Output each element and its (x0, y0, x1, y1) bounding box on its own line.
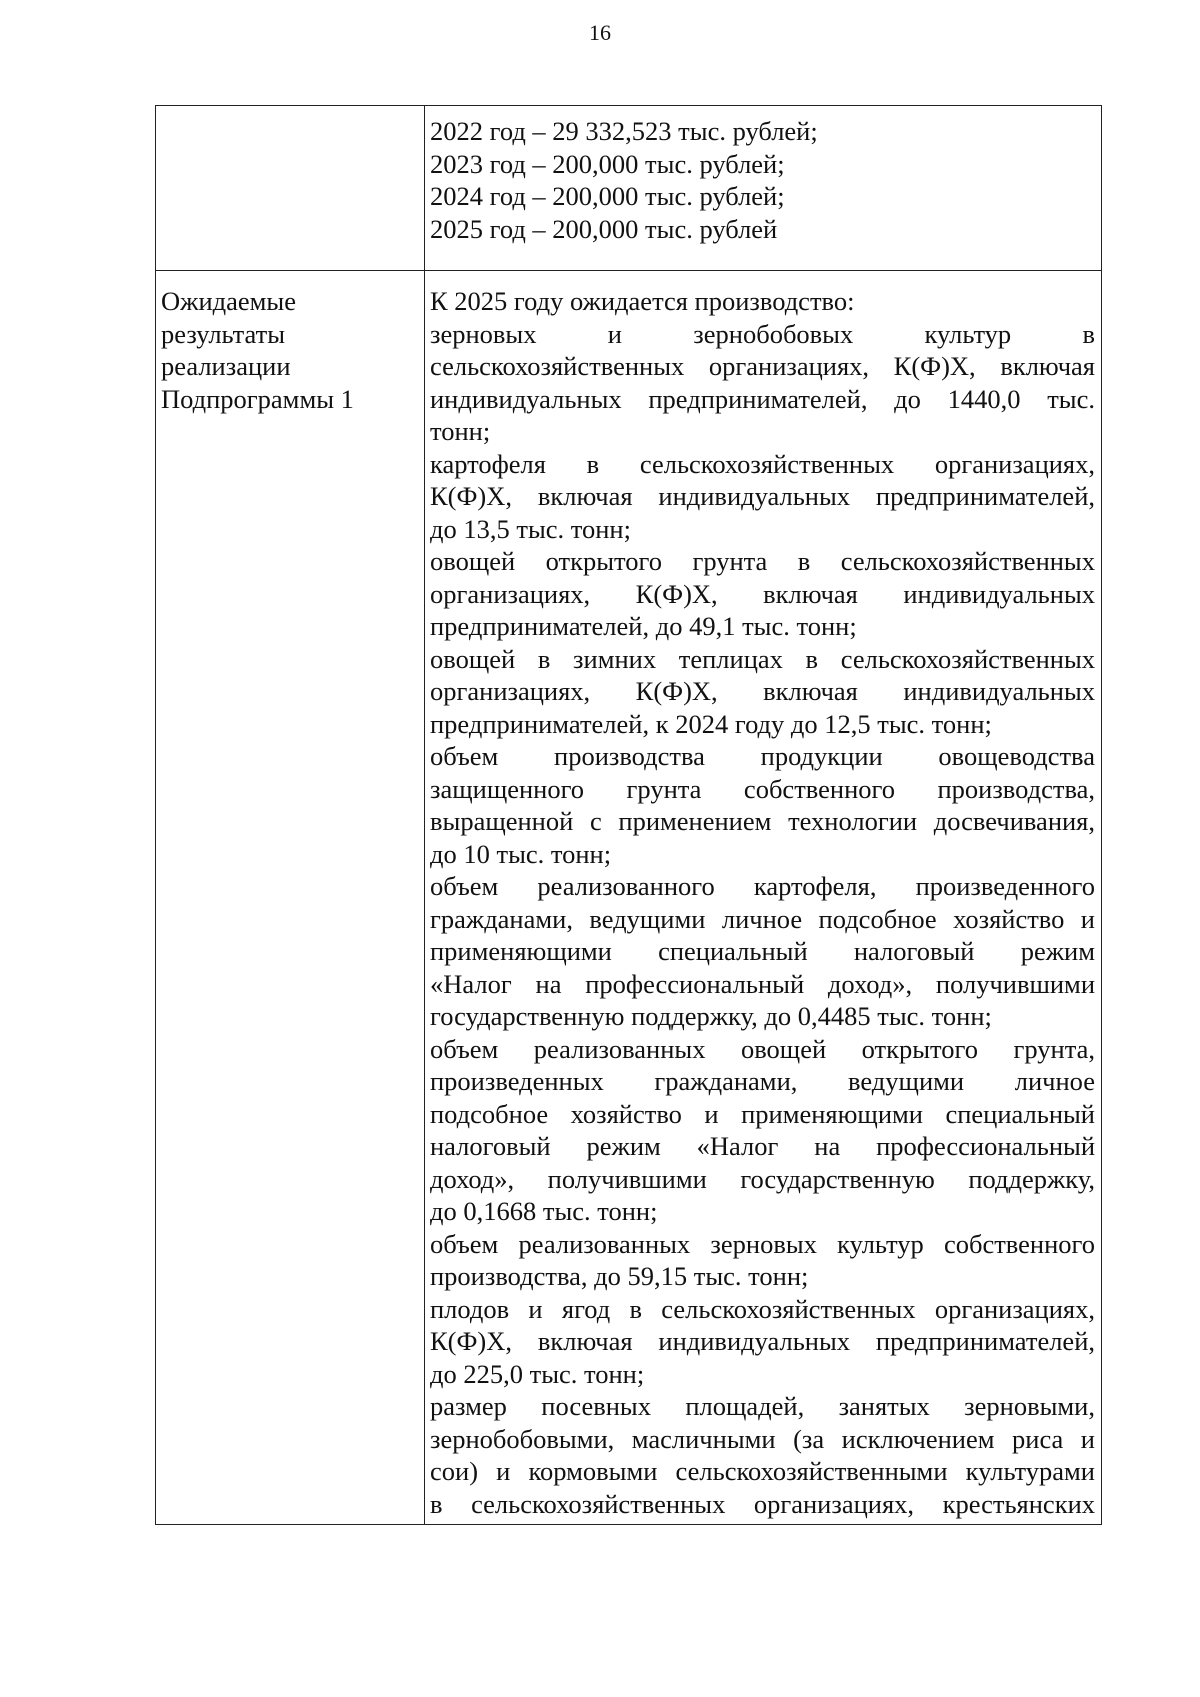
result-line: подсобное хозяйство и применяющими специальный (430, 1098, 1095, 1129)
result-line: сои) и кормовыми сельскохозяйственными культурами (430, 1456, 1095, 1486)
program-passport-table (155, 105, 1102, 1525)
result-line: гражданами, ведущими личное подсобное хозяйство и (430, 903, 1095, 934)
result-line: овощей открытого грунта в сельскохозяйственных (430, 546, 1095, 576)
table-row (156, 106, 1102, 271)
result-line: картофеля в сельскохозяйственных организациях, (430, 448, 1095, 479)
result-line: выращенной с применением технологии досвечивания, (430, 806, 1095, 836)
result-line: применяющими специальный налоговый режим (430, 936, 1095, 966)
result-line: плодов и ягод в сельскохозяйственных организациях, (430, 1293, 1095, 1324)
row-label-line: Подпрограммы 1 (161, 383, 354, 414)
result-line: зерновых и зернобобовых культур в (430, 318, 1095, 349)
row-label-cell (156, 106, 425, 271)
row-label-line: реализации (161, 351, 291, 381)
result-line: объем реализованного картофеля, произведенного (430, 871, 1095, 901)
result-line: защищенного грунта собственного производства, (430, 773, 1095, 804)
result-line: доход», получившими государственную поддержку, (430, 1163, 1095, 1194)
result-line: К 2025 году ожидается производство: (430, 286, 855, 316)
funding-line: 2025 год – 200,000 тыс. рублей (430, 213, 778, 244)
result-line: государственную поддержку, до 0,4485 тыс. тонн; (430, 1001, 992, 1031)
result-line: «Налог на профессиональный доход», получившими (430, 968, 1095, 999)
result-line: размер посевных площадей, занятых зерновыми, (430, 1391, 1095, 1421)
result-line: налоговый режим «Налог на профессиональный (430, 1131, 1095, 1161)
result-line: зернобобовыми, масличными (за исключением риса и (430, 1423, 1095, 1454)
funding-line: 2022 год – 29 332,523 тыс. рублей; (430, 116, 818, 146)
result-line: объем реализованных зерновых культур собственного (430, 1228, 1095, 1259)
result-line: до 225,0 тыс. тонн; (430, 1358, 645, 1389)
result-line: организациях, К(Ф)Х, включая индивидуальных (430, 676, 1095, 706)
result-line: произведенных гражданами, ведущими личное (430, 1066, 1095, 1096)
result-line: до 10 тыс. тонн; (430, 838, 612, 869)
result-line: до 0,1668 тыс. тонн; (430, 1196, 658, 1226)
row-label-cell (156, 271, 425, 1525)
result-line: тонн; (430, 416, 491, 446)
funding-line: 2023 год – 200,000 тыс. рублей; (430, 148, 785, 179)
result-line: индивидуальных предпринимателей, до 1440,0 тыс. (430, 383, 1095, 414)
row-label-line: результаты (161, 318, 285, 349)
expected-results-cell (425, 271, 1102, 1525)
result-line: предпринимателей, к 2024 году до 12,5 тыс. тонн; (430, 708, 992, 739)
result-line: К(Ф)Х, включая индивидуальных предпринимателей, (430, 481, 1095, 511)
result-line: до 13,5 тыс. тонн; (430, 513, 631, 544)
result-line: объем производства продукции овощеводства (430, 741, 1095, 771)
table-row (156, 271, 1102, 1525)
result-line: предпринимателей, до 49,1 тыс. тонн; (430, 611, 857, 641)
result-line: объем реализованных овощей открытого грунта, (430, 1033, 1095, 1064)
result-line: К(Ф)Х, включая индивидуальных предпринимателей, (430, 1326, 1095, 1356)
result-line: овощей в зимних теплицах в сельскохозяйственных (430, 643, 1095, 674)
funding-cell (425, 106, 1102, 271)
result-line: в сельскохозяйственных организациях, крестьянских (430, 1488, 1095, 1519)
row-label-line: Ожидаемые (161, 286, 296, 316)
result-line: организациях, К(Ф)Х, включая индивидуальных (430, 578, 1095, 609)
funding-line: 2024 год – 200,000 тыс. рублей; (430, 181, 785, 211)
page-number: 16 (589, 20, 611, 45)
result-line: сельскохозяйственных организациях, К(Ф)Х, включая (430, 351, 1095, 381)
result-line: производства, до 59,15 тыс. тонн; (430, 1261, 809, 1291)
